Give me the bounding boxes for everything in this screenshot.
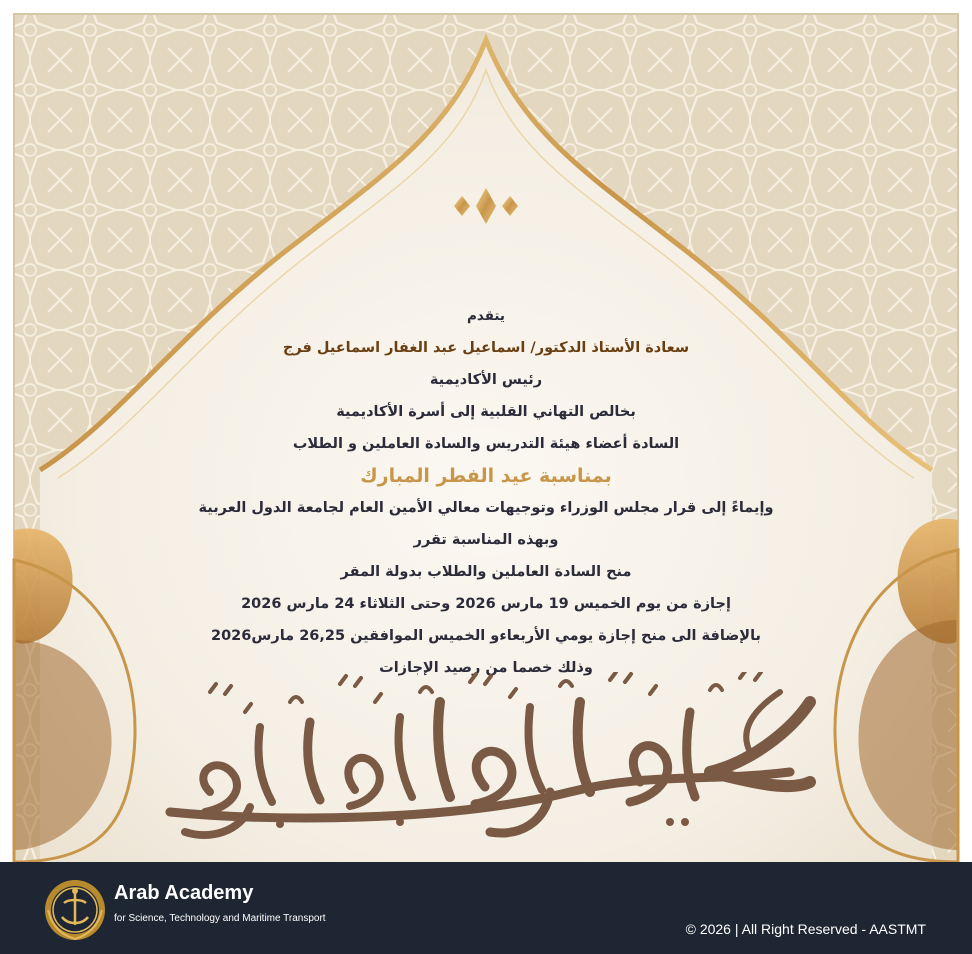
- audience-line: السادة أعضاء هيئة التدريس والسادة العاملين و الطلاب: [292, 436, 680, 452]
- footer-bar: [0, 862, 972, 954]
- decision-line: وإيماءً إلى قرار مجلس الوزراء وتوجيهات معالي الأمين العام لجامعة الدول العربية: [198, 500, 774, 516]
- copyright-text: © 2026 | All Right Reserved - AASTMT: [685, 921, 926, 937]
- holiday-dates-line: إجازة من يوم الخميس 19 مارس 2026 وحتى الثلاثاء 24 مارس 2026: [241, 596, 731, 612]
- greeting-text-block: [150, 300, 822, 684]
- occasion-title: بمناسبة عيد الفطر المبارك: [360, 465, 612, 487]
- brand-subtitle: for Science, Technology and Maritime Transport: [114, 913, 326, 924]
- brand-name: Arab Academy: [114, 882, 254, 904]
- president-title: رئيس الأكاديمية: [429, 372, 543, 388]
- president-name: سعادة الأستاذ الدكتور/ اسماعيل عبد الغفار اسماعيل فرج: [282, 340, 690, 356]
- intro-line: يتقدم: [467, 308, 505, 324]
- congratulations-line: بخالص التهاني القلبية إلى أسرة الأكاديمية: [336, 404, 636, 420]
- academy-emblem-icon: [42, 877, 108, 943]
- calligraphy-greeting: [150, 672, 830, 842]
- extra-holiday-line: بالإضافة الى منح إجازة يومي الأربعاءو الخميس الموافقين 26,25 مارس2026: [211, 628, 761, 644]
- grant-line: منح السادة العاملين والطلاب بدولة المقر: [340, 564, 632, 580]
- leave-balance-line: وذلك خصما من رصيد الإجازات: [379, 660, 593, 676]
- occasion-decision-line: وبهذه المناسبة تقرر: [413, 532, 559, 548]
